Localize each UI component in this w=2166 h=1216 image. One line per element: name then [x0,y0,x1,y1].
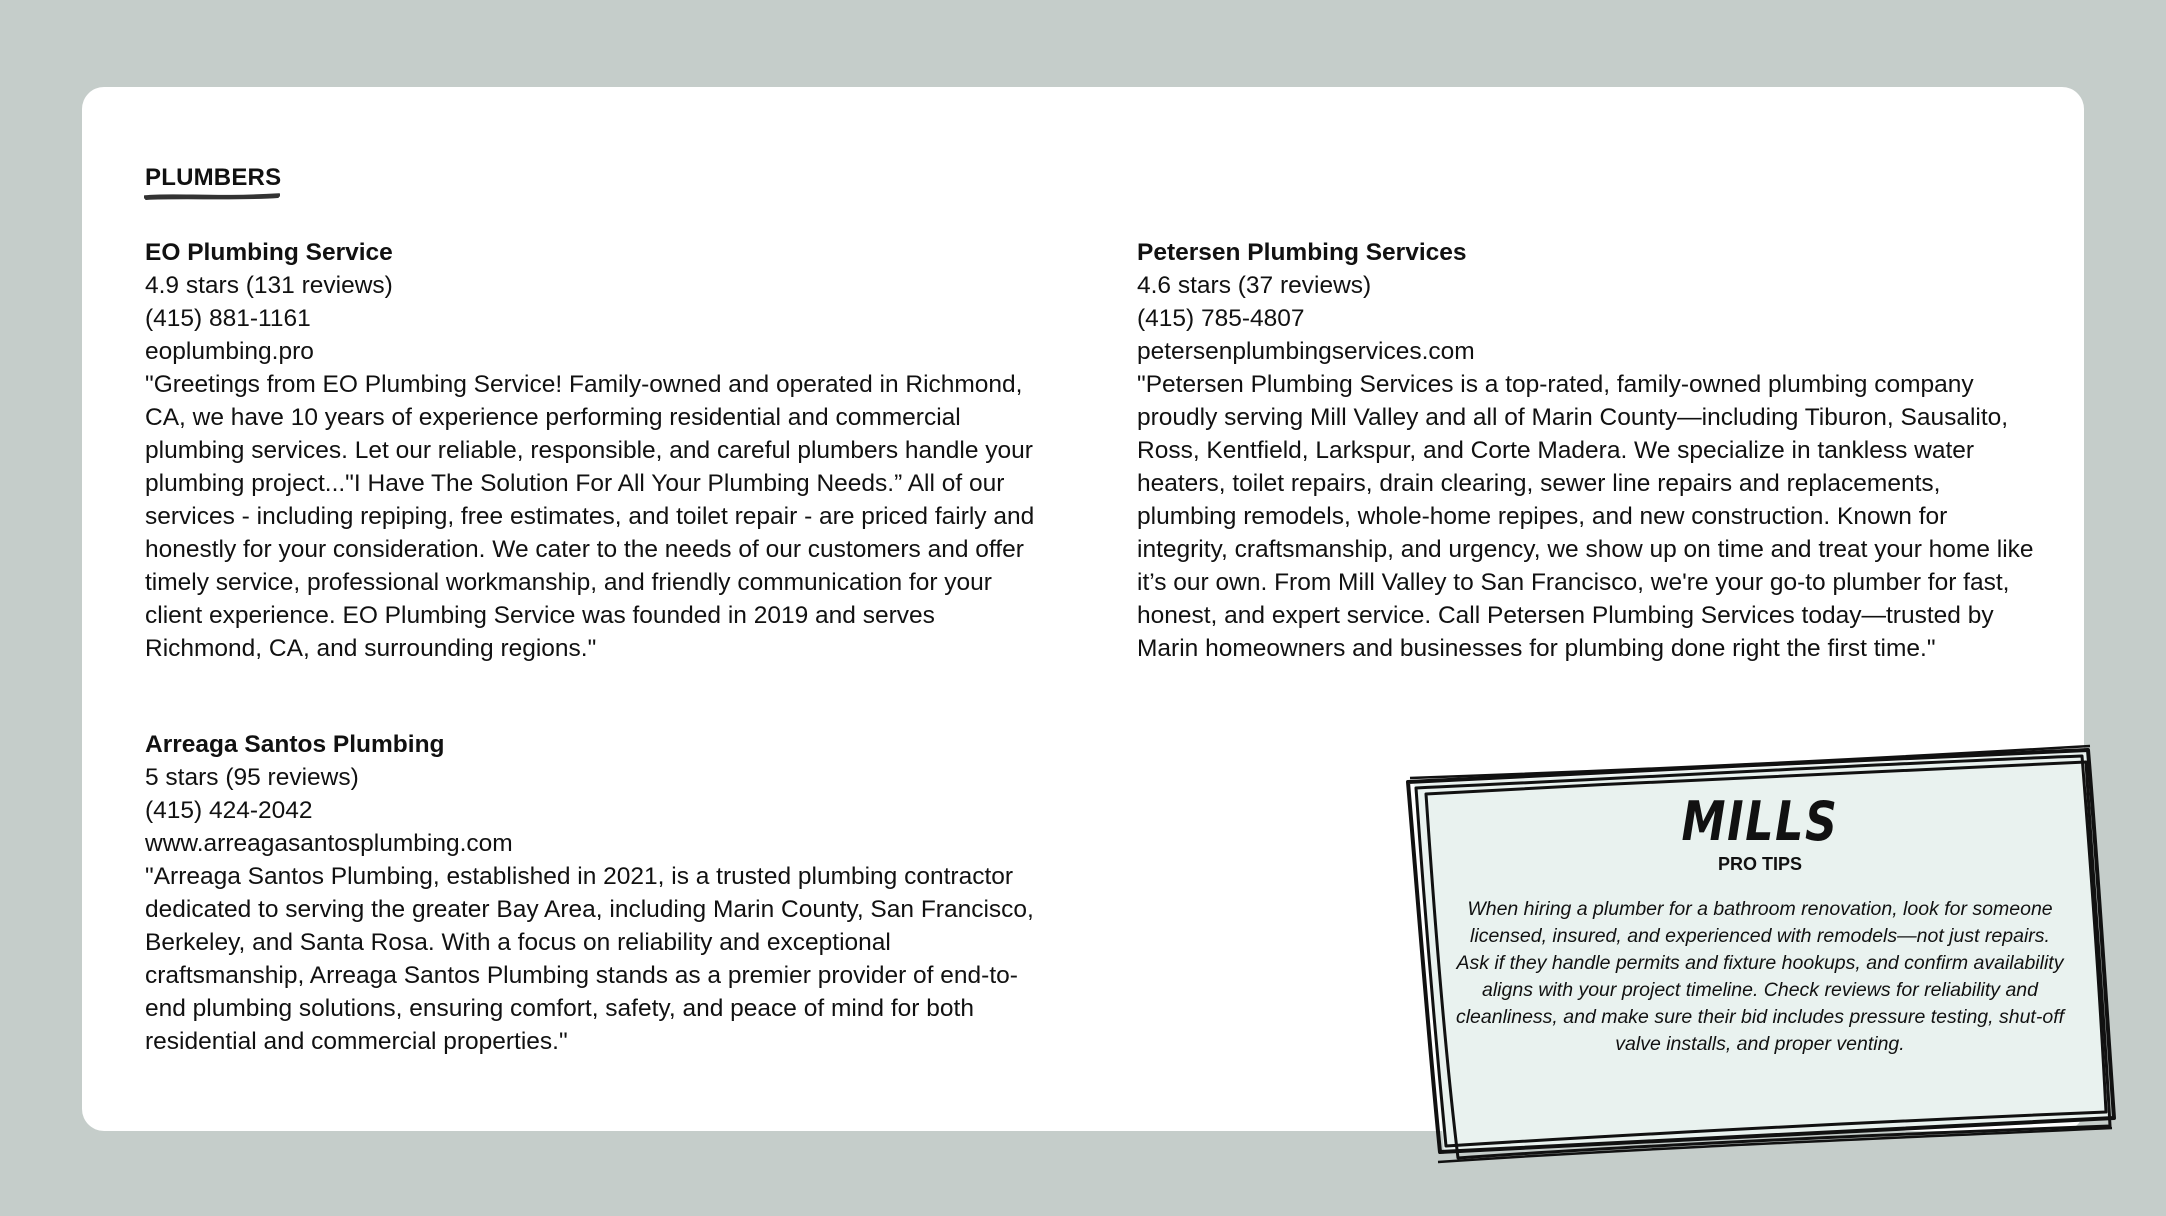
listing-rating: 4.9 stars (131 reviews) [145,272,393,299]
listing-rating: 5 stars (95 reviews) [145,764,359,791]
listing-name: Petersen Plumbing Services [1137,239,1467,266]
listing-phone[interactable]: (415) 424-2042 [145,797,313,824]
pro-tips-box [1398,742,2120,1170]
listing-website[interactable]: www.arreagasantosplumbing.com [145,830,513,857]
listing-name: Arreaga Santos Plumbing [145,731,445,758]
section-title: PLUMBERS [145,164,282,191]
listing-eo-plumbing [145,236,1045,665]
listing-phone[interactable]: (415) 881-1161 [145,305,311,332]
listing-name: EO Plumbing Service [145,239,393,266]
title-underline [144,191,280,203]
listing-arreaga-santos [145,728,1045,1058]
mills-logo: MILLS [1681,790,1839,853]
pro-tips-content [1450,792,2070,1058]
listing-phone[interactable]: (415) 785-4807 [1137,305,1305,332]
listing-description: "Petersen Plumbing Services is a top-rated, family-owned plumbing company proudly serving Mill Valley and all of Marin County—including Tiburon, Sausalito, Ross, Kentfield, Larkspur, and Corte Madera. We specialize in tankless water heaters, toilet repairs, drain clearing, sewer line repairs and replacements, plumbing remodels, whole-home repipes, and new construction. Known for integrity, craftsmanship, and urgency, we show up on time and treat your home like it’s our own. From Mill Valley to San Francisco, we're your go-to plumber for fast, honest, and expert service. Call Petersen Plumbing Services today—trusted by Marin homeowners and businesses for plumbing done right the first time." [1137,371,2034,662]
pro-tips-subtitle: PRO TIPS [1717,854,1802,874]
pro-tips-body: When hiring a plumber for a bathroom renovation, look for someone licensed, insured, and experienced with remodels—not just repairs. Ask if they handle permits and fixture hookups, and confirm availability aligns with your project timeline. Check reviews for reliability and cleanliness, and make sure their bid includes pressure testing, shut-off valve installs, and proper venting. [1455,898,2065,1055]
listing-description: "Arreaga Santos Plumbing, established in 2021, is a trusted plumbing contractor dedicated to serving the greater Bay Area, including Marin County, San Francisco, Berkeley, and Santa Rosa. With a focus on reliability and exceptional craftsmanship, Arreaga Santos Plumbing stands as a premier provider of end-to-end plumbing solutions, ensuring comfort, safety, and peace of mind for both residential and commercial properties." [145,863,1034,1055]
listing-rating: 4.6 stars (37 reviews) [1137,272,1372,299]
listing-website[interactable]: petersenplumbingservices.com [1137,338,1475,365]
listing-description: "Greetings from EO Plumbing Service! Family-owned and operated in Richmond, CA, we have 10 years of experience performing residential and commercial plumbing services. Let our reliable, responsible, and careful plumbers handle your plumbing project..."I Have The Solution For All Your Plumbing Needs.” All of our services - including repiping, free estimates, and toilet repair - are priced fairly and honestly for your consideration. We cater to the needs of our customers and offer timely service, professional workmanship, and friendly communication for your client experience. EO Plumbing Service was founded in 2019 and serves Richmond, CA, and surrounding regions." [145,371,1035,662]
listing-website[interactable]: eoplumbing.pro [145,338,314,365]
listing-petersen-plumbing [1137,236,2037,665]
